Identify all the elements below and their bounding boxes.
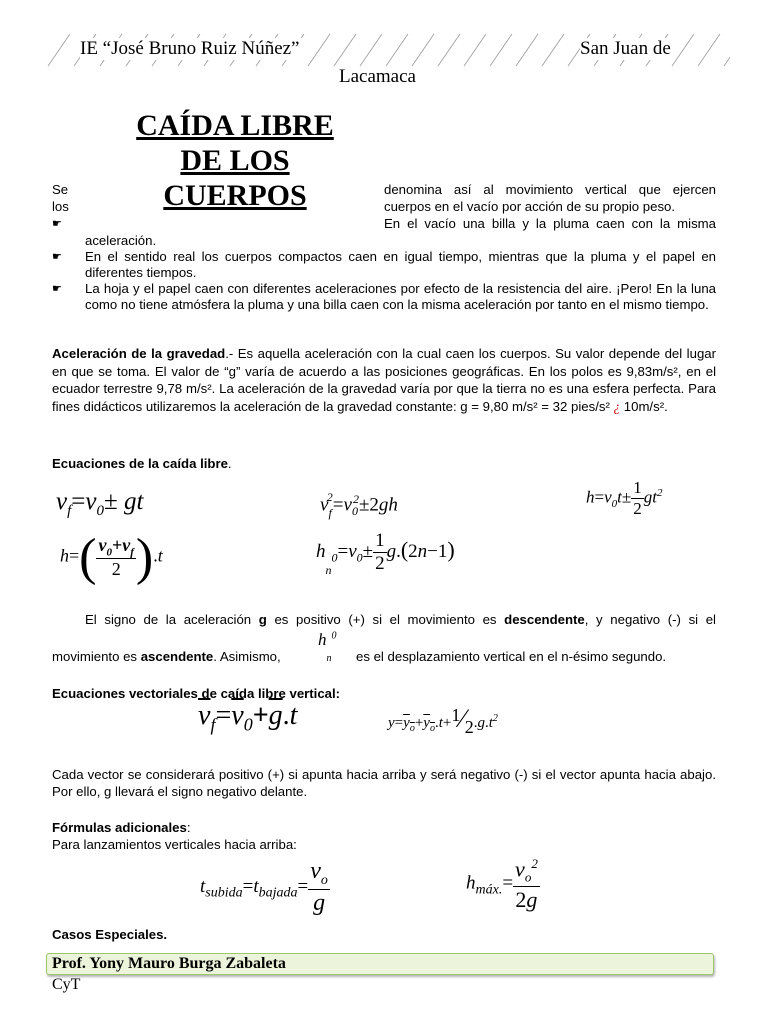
equation-vector-vf: $\overline{v}_f=\overline{v}_0+\overline{g}.t$ — [198, 700, 298, 735]
special-cases-heading: Casos Especiales. — [52, 927, 168, 942]
title-line1: CAÍDA LIBRE — [136, 109, 334, 142]
question-mark-glyph: ¿ — [613, 398, 621, 414]
title-line3: CUERPOS — [163, 179, 307, 212]
equations-heading: Ecuaciones de la caída libre. — [52, 456, 232, 471]
equation-h-average: h=( $\frac{v_0+v_f}{2}$ ).t — [60, 529, 163, 586]
hatch-line — [672, 34, 694, 66]
vector-paragraph: Cada vector se considerará positivo (+) si apunta hacia arriba y será negativo (-) si el vector apunta hacia abajo. Por ello, g llevará el signo negativo delante. — [52, 767, 716, 799]
school-name: IE “José Bruno Ruiz Núñez” — [80, 38, 304, 60]
gravity-paragraph — [52, 345, 716, 415]
hatch-line — [334, 34, 356, 66]
equation-vf: $v_f=v_0\pm$ gt — [56, 488, 144, 519]
intro-left-2: los — [52, 199, 69, 214]
hatch-line — [464, 34, 486, 66]
equation-vector-y: $y=y_o+y_o.t+1⁄2.g.t^2$ — [388, 704, 498, 737]
gravity-tail: 10m/s². — [623, 398, 668, 414]
bullet3-text: La hoja y el papel caen con diferentes aceleraciones por efecto de la resistencia del aire. ¡Pero! En la luna como no tiene atmósfera la pluma y una billa caen con la misma aceleración por tanto en el mismo tiempo. — [85, 281, 716, 312]
sign-line1: El signo de la aceleración g es positivo (+) si el movimiento es descendente, y negativo (-) si el — [85, 612, 716, 627]
hatch-line — [308, 34, 330, 66]
equation-t-subida: $t_{subida}=t_{bajada}=$ $\frac{v_o}{g}$ — [200, 858, 328, 916]
formulas-subheading: Para lanzamientos verticales hacia arriba: — [52, 837, 297, 852]
subject-label: CyT — [52, 976, 81, 993]
equation-h-max: $h_{máx.}=$ $\frac{v_o^2}{2g}$ — [466, 856, 538, 912]
hand-pointer-icon: ☛ — [52, 218, 62, 230]
hatch-line — [360, 34, 382, 66]
equation-h-time: $h=v_0t\pm$ $\frac{1}{2}$ $gt^2$ — [586, 478, 663, 518]
page-title — [112, 108, 358, 213]
hatch-line — [386, 34, 408, 66]
bullet1-line2: aceleración. — [85, 233, 157, 248]
hatch-line — [438, 34, 460, 66]
hand-pointer-icon: ☛ — [52, 251, 62, 263]
vector-heading: Ecuaciones vectoriales de caída libre vertical: — [52, 686, 341, 701]
intro-right-2: cuerpos en el vacío por acción de su propio peso. — [384, 199, 676, 214]
intro-left-1: Se — [52, 182, 69, 197]
hatch-line — [724, 34, 730, 66]
intro-right-1: denomina así al movimiento vertical que ejercen — [384, 182, 716, 197]
gravity-text: .- Es aquella aceleración con la cual caen los cuerpos. Su valor depende del lugar en que se toma. El valor de “g” varía de acuerdo a las posiciones geográficas. En los polos es 9,83m/s², en el ecuador terrestre 9,78 m/s². La aceleración de la gravedad varía por que la tierra no es una esfera perfecta. Para fines didácticos utilizaremos la aceleración de la gravedad constante: g = 9,80 m/s² = 32 pies/s² — [52, 346, 716, 414]
hand-pointer-icon: ☛ — [52, 283, 62, 295]
header-place-line2: Lacamaca — [339, 66, 416, 87]
hatch-line — [412, 34, 434, 66]
teacher-name: Prof. Yony Mauro Burga Zabaleta — [52, 955, 286, 972]
sign-line2: movimiento es ascendente. Asimismo, — [52, 649, 281, 664]
title-line2: DE LOS — [180, 144, 290, 177]
hatch-line — [516, 34, 538, 66]
hatch-line — [542, 34, 564, 66]
sign-line2-end: es el desplazamiento vertical en el n-ésimo segundo. — [356, 649, 667, 664]
header-place-line1: San Juan de — [580, 38, 671, 59]
bullet1-line1: En el vacío una billa y la pluma caen con la misma — [384, 216, 716, 231]
bullet2-text: En el sentido real los cuerpos compactos caen en igual tiempo, mientras que la pluma y el papel en diferentes tiempos. — [85, 249, 716, 280]
equation-h-nth: $h_{n0}=v_0\pm$ $\frac{1}{2}$ g.(2n−1) — [316, 530, 455, 577]
formulas-heading: Fórmulas adicionales: — [52, 820, 191, 835]
list-item — [52, 281, 716, 313]
equation-hn0-inline: $h_n^0$ — [318, 630, 337, 665]
hatch-line — [490, 34, 512, 66]
list-item — [52, 249, 716, 281]
gravity-term: Aceleración de la gravedad — [52, 346, 226, 361]
equation-vf-squared: $v_f^2=v_0^2\pm 2gh$ — [320, 490, 398, 521]
hatch-line — [48, 34, 70, 66]
hatch-line — [698, 34, 720, 66]
